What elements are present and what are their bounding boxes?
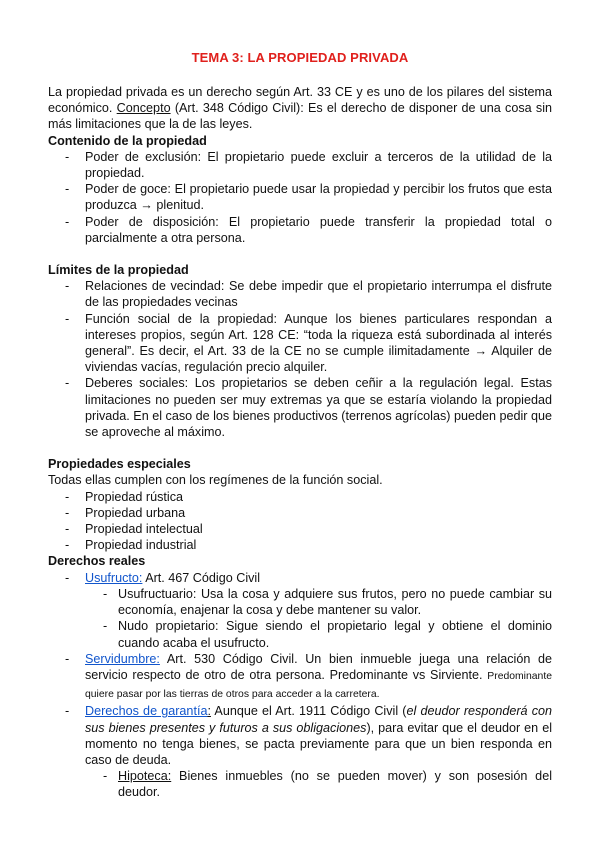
hipoteca-item (48, 768, 552, 800)
hipoteca-label: Hipoteca: (118, 769, 172, 784)
heading-limites: Límites de la propiedad (48, 263, 189, 278)
servidumbre-link[interactable]: Servidumbre: (85, 651, 160, 666)
list-item: - Propiedad industrial (48, 537, 552, 553)
heading-especiales: Propiedades especiales (48, 457, 191, 472)
list-item: - Relaciones de vecindad: Se debe impedir que el propietario interrumpa el disfrute de las propiedades vecinas (48, 278, 552, 310)
servidumbre-item (48, 651, 552, 704)
list-item: - Poder de disposición: El propietario puede transferir la propiedad total o parcialmente a otra persona. (48, 214, 552, 246)
list-item: - Usufructuario: Usa la cosa y adquiere sus frutos, pero no puede cambiar su economía, enajenar la cosa y debe mantener su valor. (48, 586, 552, 618)
usufructo-link[interactable]: Usufructo: (85, 570, 143, 585)
list-item: - Nudo propietario: Sigue siendo el propietario legal y obtiene el dominio cuando acaba el usufructo. (48, 618, 552, 650)
list-item: - Deberes sociales: Los propietarios se deben ceñir a la regulación legal. Estas limitaciones no pueden ser muy extremas ya que se estaría violando la propiedad privada. En el caso de los bienes productivos (terrenos agrícolas) pueden pedir que se aproveche al máximo. (48, 375, 552, 440)
garantia-text-2: ), para evitar que el deudor en el momento no tenga bienes, se pacta previamente para que un bien responda en caso de deuda. (85, 720, 552, 767)
hipoteca-text: Bienes inmuebles (no se pueden mover) y son posesión del deudor. (118, 769, 552, 800)
garantia-sublist (48, 768, 552, 800)
contenido-list (48, 149, 552, 246)
usufructo-sublist (48, 586, 552, 651)
document-page (48, 50, 552, 801)
servidumbre-text: Art. 530 Código Civil. Un bien inmueble juega una relación de servicio respecto de otro de otra persona. Predominante vs Sirviente. (85, 651, 552, 682)
especiales-intro: Todas ellas cumplen con los regímenes de la función social. (48, 473, 383, 488)
reales-list (48, 570, 552, 801)
list-item: - Función social de la propiedad: Aunque los bienes particulares respondan a intereses propios, según Art. 128 CE: “toda la riqueza está subordinada al interés general”. Es decir, el Art. 33 de la CE no se cumple ilimitadamente → Alquiler de viviendas vacías, regulación precio alquiler. (48, 311, 552, 376)
garantia-text: Aunque el Art. 1911 Código Civil ( (210, 704, 407, 719)
limites-list (48, 278, 552, 440)
intro-text: La propiedad privada es un derecho según Art. 33 CE y es uno de los pilares del sistema económico. (48, 85, 552, 116)
servidumbre-note: Predominante quiere pasar por las tierras de otros para acceder a la carretera. (85, 670, 552, 701)
concepto-link: Concepto (116, 101, 171, 116)
list-item: - Propiedad rústica (48, 489, 552, 505)
especiales-list (48, 489, 552, 554)
list-item: - Poder de goce: El propietario puede usar la propiedad y percibir los frutos que esta produzca → plenitud. (48, 181, 552, 213)
heading-reales: Derechos reales (48, 554, 146, 569)
list-item: - Propiedad intelectual (48, 521, 552, 537)
list-item: - Poder de exclusión: El propietario puede excluir a terceros de la utilidad de la propiedad. (48, 149, 552, 181)
page-title: TEMA 3: LA PROPIEDAD PRIVADA (191, 50, 409, 65)
garantia-quote: el deudor responderá con sus bienes presentes y futuros a sus obligaciones (85, 704, 553, 735)
garantia-link[interactable]: Derechos de garantía (85, 704, 208, 719)
intro-text-2: (Art. 348 Código Civil): Es el derecho de disponer de una cosa sin más limitaciones que la de las leyes. (48, 101, 553, 132)
list-item: - Propiedad urbana (48, 505, 552, 521)
intro-paragraph (48, 84, 552, 133)
usufructo-item (48, 570, 552, 651)
heading-contenido: Contenido de la propiedad (48, 133, 207, 148)
usufructo-text: Art. 467 Código Civil (142, 570, 261, 585)
garantia-item: - Derechos de garantía: Aunque el Art. 1911 Código Civil (el deudor responderá con sus bienes presentes y futuros a sus obligaciones), para evitar que el deudor en el momento no tenga bienes, se pacta previamente para que un bien responda en caso de deuda. - Hipoteca: Bienes inmuebles (no se pueden mover) y son posesión del deudor. (48, 703, 552, 800)
